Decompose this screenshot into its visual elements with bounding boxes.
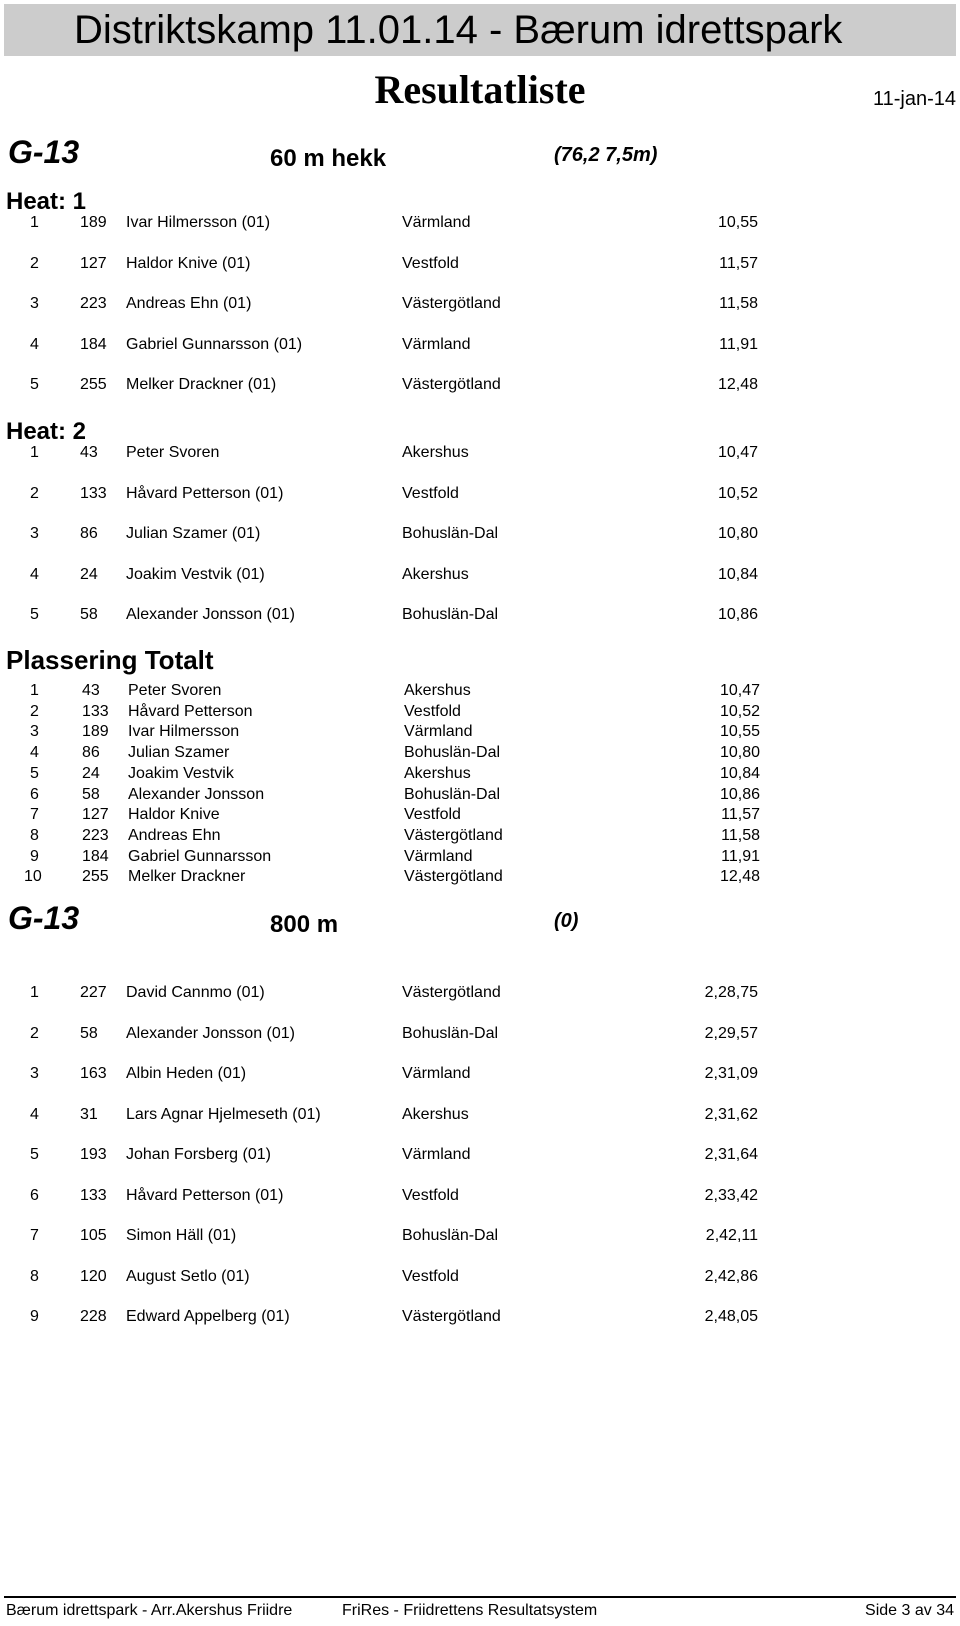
place-number: 6: [30, 1186, 39, 1204]
club-name: Västergötland: [402, 984, 501, 1001]
place-number: 2: [30, 254, 39, 272]
result-value: 2,42,86: [704, 1267, 758, 1285]
athlete-name: Alexander Jonsson (01): [126, 606, 295, 623]
bib-number: 43: [80, 444, 98, 461]
athlete-name: Håvard Petterson (01): [126, 484, 284, 502]
bib-number: 189: [80, 214, 107, 231]
result-value: 11,58: [721, 826, 760, 844]
club-name: Värmland: [402, 214, 471, 231]
result-value: 10,47: [717, 444, 758, 461]
club-name: Bohuslän-Dal: [404, 744, 501, 762]
club-name: Västergötland: [402, 295, 501, 312]
club-name: Bohuslän-Dal: [402, 606, 499, 623]
athlete-name: Haldor Knive (01): [126, 254, 251, 272]
result-value: 2,28,75: [704, 984, 758, 1001]
footer-venue: Bærum idrettspark - Arr.Akershus Friidre: [6, 1602, 293, 1619]
result-value: 10,47: [719, 682, 760, 699]
result-value: 2,48,05: [704, 1308, 758, 1325]
athlete-name: Haldor Knive: [128, 806, 220, 824]
footer-page-number: Side 3 av 34: [865, 1602, 954, 1619]
bib-number: 120: [80, 1267, 107, 1285]
place-number: 4: [30, 335, 39, 353]
footer-divider: [4, 1596, 956, 1598]
athlete-name: Joakim Vestvik: [128, 764, 234, 782]
athlete-name: Peter Svoren: [128, 682, 222, 699]
place-number: 2: [30, 484, 39, 502]
place-number: 1: [30, 444, 39, 461]
athlete-name: Melker Drackner: [128, 868, 246, 886]
result-value: 2,33,42: [704, 1186, 758, 1204]
athlete-name: Håvard Petterson (01): [126, 1186, 284, 1204]
bib-number: 184: [80, 335, 107, 353]
bib-number: 58: [80, 1024, 98, 1042]
place-number: 4: [30, 565, 39, 583]
result-value: 10,86: [717, 606, 758, 623]
athlete-name: Julian Szamer (01): [126, 525, 261, 542]
result-value: 2,31,64: [704, 1146, 758, 1163]
club-name: Västergötland: [404, 826, 503, 844]
athlete-name: Ivar Hilmersson (01): [126, 214, 271, 231]
club-name: Västergötland: [404, 868, 503, 886]
result-value: 12,48: [719, 868, 760, 886]
athlete-name: Håvard Petterson: [128, 702, 253, 720]
place-number: 3: [30, 295, 39, 312]
result-value: 10,84: [717, 565, 758, 583]
result-value: 2,31,09: [704, 1065, 758, 1082]
place-number: 3: [30, 525, 39, 542]
athlete-name: Melker Drackner (01): [126, 376, 277, 393]
result-value: 2,31,62: [704, 1105, 758, 1123]
athlete-name: August Setlo (01): [126, 1267, 250, 1285]
club-name: Bohuslän-Dal: [404, 785, 501, 803]
result-value: 2,29,57: [704, 1024, 758, 1042]
result-value: 10,55: [719, 723, 760, 741]
club-name: Akershus: [402, 1105, 469, 1123]
place-number: 5: [30, 764, 39, 782]
bib-number: 43: [82, 682, 100, 699]
bib-number: 127: [80, 254, 107, 272]
page-title: Resultatliste: [374, 67, 586, 112]
club-name: Vestfold: [402, 1186, 459, 1204]
result-value: 10,80: [719, 744, 760, 762]
place-number: 4: [30, 744, 39, 762]
result-value: 2,42,11: [705, 1227, 758, 1244]
bib-number: 255: [80, 376, 107, 393]
place-number: 3: [30, 1065, 39, 1082]
bib-number: 127: [82, 806, 109, 824]
bib-number: 58: [80, 606, 98, 623]
place-number: 5: [30, 1146, 39, 1163]
total-section-title: Plassering Totalt: [6, 645, 214, 675]
bib-number: 105: [80, 1227, 107, 1244]
place-number: 9: [30, 1308, 39, 1325]
bib-number: 86: [80, 525, 98, 542]
result-value: 10,84: [719, 764, 760, 782]
club-name: Bohuslän-Dal: [402, 525, 499, 542]
club-name: Värmland: [402, 1065, 471, 1082]
athlete-name: Johan Forsberg (01): [126, 1146, 271, 1163]
place-number: 2: [30, 702, 39, 720]
athlete-name: Edward Appelberg (01): [126, 1308, 290, 1325]
club-name: Akershus: [402, 565, 469, 583]
athlete-name: Peter Svoren: [126, 444, 220, 461]
place-number: 2: [30, 1024, 39, 1042]
result-value: 11,57: [721, 806, 760, 824]
bib-number: 58: [82, 785, 100, 803]
club-name: Bohuslän-Dal: [402, 1227, 499, 1244]
club-name: Värmland: [402, 335, 471, 353]
place-number: 6: [30, 785, 39, 803]
result-value: 11,91: [721, 847, 760, 865]
club-name: Akershus: [402, 444, 469, 461]
athlete-name: Andreas Ehn: [128, 826, 221, 844]
bib-number: 227: [80, 984, 107, 1001]
club-name: Västergötland: [402, 376, 501, 393]
place-number: 5: [30, 376, 39, 393]
bib-number: 223: [82, 826, 109, 844]
club-name: Akershus: [404, 764, 471, 782]
bib-number: 86: [82, 744, 100, 762]
athlete-name: Andreas Ehn (01): [126, 295, 252, 312]
place-number: 8: [30, 1267, 39, 1285]
athlete-name: Julian Szamer: [128, 744, 230, 762]
bib-number: 228: [80, 1308, 107, 1325]
athlete-name: Gabriel Gunnarsson: [128, 847, 272, 865]
document-date: 11-jan-14: [872, 88, 956, 110]
event2-category: G-13: [8, 900, 80, 936]
result-value: 10,80: [717, 525, 758, 542]
event1-category: G-13: [8, 134, 80, 170]
club-name: Bohuslän-Dal: [402, 1024, 499, 1042]
athlete-name: David Cannmo (01): [126, 984, 265, 1001]
athlete-name: Simon Häll (01): [126, 1227, 237, 1244]
bib-number: 24: [80, 565, 98, 583]
bib-number: 223: [80, 295, 107, 312]
athlete-name: Albin Heden (01): [126, 1065, 247, 1082]
result-value: 12,48: [717, 376, 758, 393]
bib-number: 193: [80, 1146, 107, 1163]
event1-note: (76,2 7,5m): [554, 144, 658, 166]
place-number: 10: [24, 868, 42, 886]
bib-number: 133: [80, 484, 107, 502]
athlete-name: Lars Agnar Hjelmeseth (01): [126, 1105, 321, 1123]
header-banner: [4, 4, 956, 56]
athlete-name: Gabriel Gunnarsson (01): [126, 335, 303, 353]
athlete-name: Alexander Jonsson (01): [126, 1024, 295, 1042]
event1-name: 60 m hekk: [270, 145, 387, 172]
place-number: 4: [30, 1105, 39, 1123]
club-name: Värmland: [404, 847, 473, 865]
club-name: Vestfold: [404, 806, 461, 824]
bib-number: 133: [82, 702, 109, 720]
result-value: 10,52: [717, 484, 758, 502]
athlete-name: Alexander Jonsson: [128, 785, 265, 803]
bib-number: 24: [82, 764, 100, 782]
footer-system: FriRes - Friidrettens Resultatsystem: [342, 1602, 598, 1619]
bib-number: 189: [82, 723, 109, 741]
heat-label: Heat: 1: [6, 188, 87, 215]
bib-number: 255: [82, 868, 109, 886]
result-value: 11,91: [719, 335, 758, 353]
athlete-name: Ivar Hilmersson: [128, 723, 240, 741]
club-name: Akershus: [404, 682, 471, 699]
result-value: 10,86: [719, 785, 760, 803]
place-number: 3: [30, 723, 39, 741]
event2-name: 800 m: [270, 911, 339, 938]
place-number: 8: [30, 826, 39, 844]
bib-number: 163: [80, 1065, 107, 1082]
bib-number: 133: [80, 1186, 107, 1204]
club-name: Vestfold: [402, 484, 459, 502]
event2-note: (0): [554, 910, 579, 932]
result-value: 11,57: [719, 254, 758, 272]
bib-number: 184: [82, 847, 109, 865]
place-number: 1: [30, 984, 39, 1001]
place-number: 1: [30, 214, 39, 231]
result-value: 11,58: [719, 295, 758, 312]
bib-number: 31: [80, 1105, 98, 1123]
club-name: Vestfold: [402, 1267, 459, 1285]
place-number: 5: [30, 606, 39, 623]
result-value: 10,55: [717, 214, 758, 231]
club-name: Vestfold: [402, 254, 459, 272]
result-value: 10,52: [719, 702, 760, 720]
meet-title: Distriktskamp 11.01.14 - Bærum idrettspark: [74, 8, 843, 52]
club-name: Västergötland: [402, 1308, 501, 1325]
place-number: 1: [30, 682, 39, 699]
club-name: Vestfold: [404, 702, 461, 720]
place-number: 9: [30, 847, 39, 865]
place-number: 7: [30, 1227, 39, 1244]
place-number: 7: [30, 806, 39, 824]
athlete-name: Joakim Vestvik (01): [126, 565, 265, 583]
heat-label: Heat: 2: [6, 418, 87, 445]
club-name: Värmland: [404, 723, 473, 741]
club-name: Värmland: [402, 1146, 471, 1163]
